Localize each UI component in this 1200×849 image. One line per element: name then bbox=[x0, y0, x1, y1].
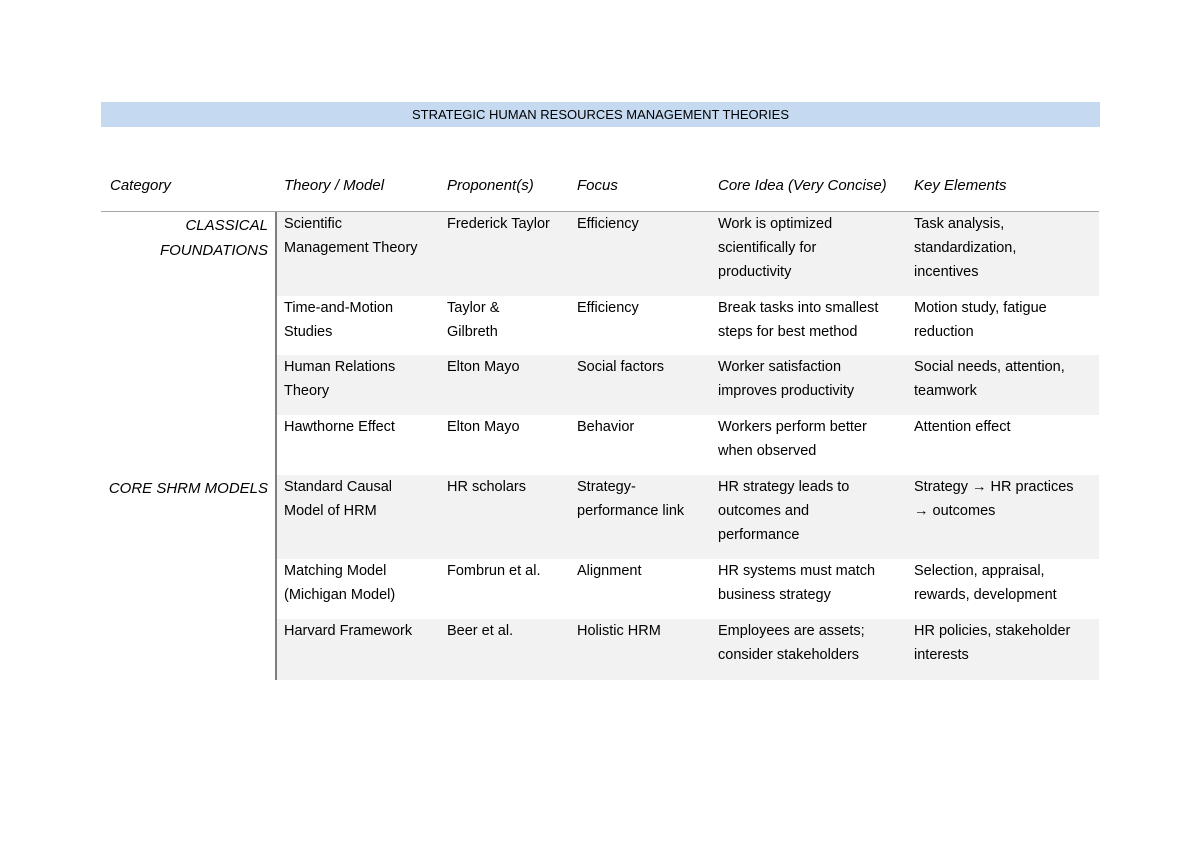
cell-proponents bbox=[447, 355, 520, 379]
cell-core-idea bbox=[718, 559, 875, 607]
category-line: CORE SHRM MODELS bbox=[108, 480, 268, 497]
cell-line: productivity bbox=[718, 264, 792, 280]
cell-key-elements bbox=[914, 559, 1057, 607]
cell-line: scientifically for bbox=[718, 240, 817, 256]
cell-line: Frederick Taylor bbox=[447, 216, 550, 232]
cell-line: Break tasks into smallest bbox=[718, 300, 879, 316]
cell-theory bbox=[284, 355, 395, 403]
cell-line: Efficiency bbox=[577, 216, 639, 232]
cell-line: Taylor & bbox=[447, 300, 500, 316]
cell-line: performance bbox=[718, 527, 800, 543]
cell-line: Harvard Framework bbox=[284, 623, 413, 639]
cell-core-idea bbox=[718, 355, 854, 403]
cell-line: Studies bbox=[284, 324, 333, 340]
cell-line: (Michigan Model) bbox=[284, 587, 396, 603]
cell-focus bbox=[577, 559, 641, 583]
cell-key-elements bbox=[914, 415, 1010, 439]
cell-line: → outcomes bbox=[914, 503, 996, 519]
cell-line: performance link bbox=[577, 503, 685, 519]
cell-focus bbox=[577, 619, 661, 643]
cell-line: Standard Causal bbox=[284, 479, 393, 495]
cell-line: Model of HRM bbox=[284, 503, 377, 519]
cell-line: Hawthorne Effect bbox=[284, 419, 395, 435]
cell-core-idea bbox=[718, 212, 832, 284]
cell-key-elements bbox=[914, 212, 1016, 284]
cell-line: incentives bbox=[914, 264, 979, 280]
cell-line: HR systems must match bbox=[718, 563, 876, 579]
cell-focus bbox=[577, 415, 634, 439]
cell-line: Efficiency bbox=[577, 300, 639, 316]
cell-line: Employees are assets; bbox=[718, 623, 865, 639]
cell-line: Strategy → HR practices bbox=[914, 479, 1074, 495]
header-proponents: Proponent(s) bbox=[447, 177, 534, 194]
cell-line: teamwork bbox=[914, 383, 977, 399]
cell-line: HR strategy leads to bbox=[718, 479, 850, 495]
cell-line: Management Theory bbox=[284, 240, 418, 256]
cell-theory bbox=[284, 619, 412, 643]
category-line: CLASSICAL bbox=[185, 217, 268, 234]
cell-line: Behavior bbox=[577, 419, 635, 435]
cell-line: HR policies, stakeholder bbox=[914, 623, 1071, 639]
cell-theory bbox=[284, 559, 395, 607]
cell-line: Social needs, attention, bbox=[914, 359, 1065, 375]
cell-line: Workers perform better bbox=[718, 419, 867, 435]
cell-key-elements bbox=[914, 296, 1047, 344]
cell-line: Attention effect bbox=[914, 419, 1011, 435]
category-classical bbox=[160, 213, 268, 263]
cell-line: Work is optimized bbox=[718, 216, 833, 232]
header-theory: Theory / Model bbox=[284, 177, 385, 194]
header-core-idea: Core Idea (Very Concise) bbox=[718, 177, 887, 194]
cell-focus bbox=[577, 475, 684, 523]
cell-line: consider stakeholders bbox=[718, 647, 860, 663]
cell-core-idea bbox=[718, 619, 865, 667]
cell-line: business strategy bbox=[718, 587, 831, 603]
cell-line: standardization, bbox=[914, 240, 1017, 256]
cell-line: Fombrun et al. bbox=[447, 563, 541, 579]
cell-line: Selection, appraisal, bbox=[914, 563, 1045, 579]
cell-core-idea bbox=[718, 415, 867, 463]
cell-line: Worker satisfaction bbox=[718, 359, 842, 375]
cell-theory bbox=[284, 212, 418, 260]
cell-theory bbox=[284, 415, 395, 439]
cell-line: Social factors bbox=[577, 359, 665, 375]
cell-line: Time-and-Motion bbox=[284, 300, 394, 316]
cell-core-idea bbox=[718, 475, 849, 547]
cell-key-elements bbox=[914, 355, 1065, 403]
cell-theory bbox=[284, 296, 393, 344]
cell-line: Holistic HRM bbox=[577, 623, 661, 639]
cell-proponents bbox=[447, 212, 550, 236]
category-line: FOUNDATIONS bbox=[159, 242, 268, 259]
cell-line: Matching Model bbox=[284, 563, 387, 579]
category-core-shrm bbox=[109, 476, 268, 501]
cell-line: Motion study, fatigue bbox=[914, 300, 1047, 316]
header-focus: Focus bbox=[577, 177, 618, 194]
cell-proponents bbox=[447, 415, 520, 439]
cell-line: HR scholars bbox=[447, 479, 526, 495]
header-category: Category bbox=[110, 177, 171, 194]
cell-line: Elton Mayo bbox=[447, 359, 520, 375]
cell-line: steps for best method bbox=[718, 324, 858, 340]
cell-line: Task analysis, bbox=[914, 216, 1005, 232]
cell-line: interests bbox=[914, 647, 969, 663]
cell-line: Strategy- bbox=[577, 479, 636, 495]
cell-key-elements bbox=[914, 619, 1070, 667]
cell-line: Scientific bbox=[284, 216, 343, 232]
cell-line: Gilbreth bbox=[447, 324, 498, 340]
cell-proponents bbox=[447, 559, 541, 583]
cell-line: Alignment bbox=[577, 563, 642, 579]
cell-proponents bbox=[447, 619, 513, 643]
cell-line: Theory bbox=[284, 383, 330, 399]
cell-line: Beer et al. bbox=[447, 623, 514, 639]
cell-line: rewards, development bbox=[914, 587, 1057, 603]
cell-line: when observed bbox=[718, 443, 817, 459]
cell-theory bbox=[284, 475, 392, 523]
cell-line: Human Relations bbox=[284, 359, 396, 375]
cell-line: outcomes and bbox=[718, 503, 810, 519]
cell-proponents bbox=[447, 475, 526, 499]
cell-line: improves productivity bbox=[718, 383, 855, 399]
header-key-elements: Key Elements bbox=[914, 177, 1007, 194]
cell-focus bbox=[577, 355, 664, 379]
cell-line: Elton Mayo bbox=[447, 419, 520, 435]
cell-proponents bbox=[447, 296, 499, 344]
document-title: STRATEGIC HUMAN RESOURCES MANAGEMENT THEORIES bbox=[101, 102, 1100, 127]
cell-focus bbox=[577, 212, 639, 236]
cell-focus bbox=[577, 296, 639, 320]
cell-core-idea bbox=[718, 296, 878, 344]
cell-line: reduction bbox=[914, 324, 974, 340]
cell-key-elements bbox=[914, 475, 1074, 523]
